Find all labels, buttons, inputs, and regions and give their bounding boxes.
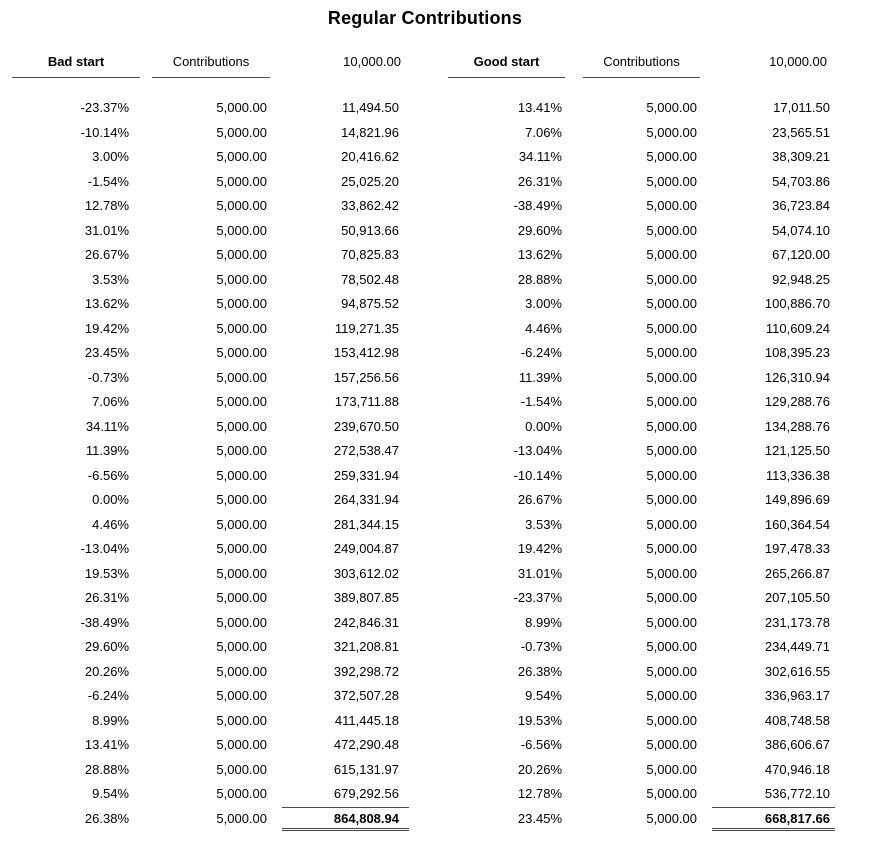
return-cell: 26.38% (84, 810, 129, 826)
return-cell: 29.60% (84, 639, 129, 654)
table-row (448, 268, 835, 293)
return-cell: 13.62% (84, 296, 129, 311)
balance-cell: 249,004.87 (333, 541, 399, 556)
balance-cell: 173,711.88 (334, 394, 399, 409)
balance-cell: 259,331.94 (333, 467, 399, 483)
return-cell: 8.99% (92, 712, 129, 728)
balance-cell: 70,825.83 (341, 247, 399, 262)
balance-cell: 54,074.10 (772, 222, 830, 238)
return-cell: -23.37% (513, 590, 562, 605)
table-row (12, 415, 409, 440)
balance-cell: 389,807.85 (333, 590, 399, 605)
table-row (12, 586, 409, 611)
table-row (12, 292, 409, 317)
return-cell: 11.39% (518, 369, 562, 385)
table-row (12, 317, 409, 342)
return-cell: 20.26% (84, 663, 129, 679)
balance-cell: 153,412.98 (333, 345, 399, 360)
table-row (12, 537, 409, 562)
balance-cell: 23,565.51 (772, 124, 830, 140)
balance-cell: 121,125.50 (764, 443, 830, 458)
contribution-cell: 5,000.00 (646, 418, 697, 434)
return-cell: 12.78% (517, 786, 562, 801)
return-cell: 8.99% (525, 614, 562, 630)
table-row (12, 243, 409, 268)
contribution-cell: 5,000.00 (646, 198, 697, 213)
contribution-cell: 5,000.00 (216, 345, 267, 360)
contribution-cell: 5,000.00 (216, 222, 267, 238)
contribution-cell: 5,000.00 (646, 345, 697, 360)
contribution-cell: 5,000.00 (216, 639, 267, 654)
balance-cell: 207,105.50 (764, 590, 830, 605)
contributions-header: Contributions (152, 54, 270, 78)
return-cell: 11.39% (85, 443, 129, 458)
return-cell: 13.62% (517, 247, 562, 262)
return-cell: 31.01% (517, 565, 562, 581)
return-cell: 4.46% (525, 320, 562, 336)
return-cell: -0.73% (87, 369, 129, 385)
balance-cell: 92,948.25 (772, 271, 830, 287)
return-cell: 3.53% (525, 516, 562, 532)
table-row (448, 684, 835, 709)
return-cell: 3.00% (92, 149, 129, 164)
contribution-cell: 5,000.00 (646, 810, 697, 826)
contribution-cell: 5,000.00 (216, 516, 267, 532)
balance-cell: 20,416.62 (341, 149, 399, 164)
table-row (448, 733, 835, 758)
contribution-cell: 5,000.00 (646, 688, 697, 703)
contribution-cell: 5,000.00 (216, 173, 267, 189)
contribution-cell: 5,000.00 (646, 712, 697, 728)
bad-start-rows (12, 96, 409, 831)
table-row (12, 145, 409, 170)
contribution-cell: 5,000.00 (216, 100, 267, 115)
return-cell: -13.04% (513, 443, 562, 458)
table-row (448, 194, 835, 219)
bad-start-table (12, 54, 409, 831)
table-row (448, 439, 835, 464)
return-cell: 19.42% (517, 541, 562, 556)
contribution-cell: 5,000.00 (646, 467, 697, 483)
table-row (448, 586, 835, 611)
return-cell: 4.46% (92, 516, 129, 532)
return-cell: 20.26% (517, 761, 562, 777)
balance-cell: 149,896.69 (764, 492, 830, 507)
contribution-cell: 5,000.00 (216, 614, 267, 630)
balance-cell: 11,494.50 (342, 100, 399, 115)
return-cell: -10.14% (513, 467, 562, 483)
return-cell: -13.04% (80, 541, 129, 556)
return-cell: 0.00% (525, 418, 562, 434)
return-cell: 3.00% (525, 296, 562, 311)
balance-cell: 265,266.87 (764, 565, 830, 581)
balance-cell: 36,723.84 (772, 198, 830, 213)
table-row (448, 341, 835, 366)
contributions-header: Contributions (583, 54, 700, 78)
balance-cell: 281,344.15 (333, 516, 399, 532)
contribution-cell: 5,000.00 (216, 565, 267, 581)
return-cell: 28.88% (84, 761, 129, 777)
contribution-cell: 5,000.00 (646, 492, 697, 507)
return-cell: 9.54% (525, 688, 562, 703)
return-cell: 7.06% (525, 124, 562, 140)
good-start-table (448, 54, 835, 831)
balance-cell: 94,875.52 (341, 296, 399, 311)
table-row (12, 611, 409, 636)
contribution-cell: 5,000.00 (216, 198, 267, 213)
table-row (448, 611, 835, 636)
contribution-cell: 5,000.00 (646, 761, 697, 777)
table-row (12, 660, 409, 685)
contribution-cell: 5,000.00 (646, 320, 697, 336)
balance-cell: 100,886.70 (764, 296, 830, 311)
contribution-cell: 5,000.00 (646, 394, 697, 409)
return-cell: 19.42% (84, 320, 129, 336)
balance-cell: 126,310.94 (764, 369, 830, 385)
contribution-cell: 5,000.00 (216, 786, 267, 801)
balance-cell: 386,606.67 (764, 737, 830, 752)
balance-cell: 470,946.18 (764, 761, 830, 777)
balance-cell: 38,309.21 (772, 149, 830, 164)
return-cell: 26.67% (517, 492, 562, 507)
table-row (12, 562, 409, 587)
table-row (448, 758, 835, 783)
return-cell: -0.73% (520, 639, 562, 654)
balance-cell: 17,011.50 (773, 100, 830, 115)
balance-cell: 408,748.58 (764, 712, 830, 728)
balance-cell: 160,364.54 (764, 516, 830, 532)
return-cell: 34.11% (85, 418, 129, 434)
return-cell: -6.24% (87, 688, 129, 703)
balance-cell: 864,808.94 (282, 807, 409, 832)
table-row (448, 145, 835, 170)
contribution-cell: 5,000.00 (646, 590, 697, 605)
contribution-cell: 5,000.00 (646, 222, 697, 238)
return-cell: -1.54% (520, 394, 562, 409)
return-cell: -1.54% (87, 173, 129, 189)
spreadsheet (0, 54, 873, 831)
bad-start-header: Bad start (12, 54, 140, 78)
contribution-cell: 5,000.00 (646, 369, 697, 385)
good-start-header-row (448, 54, 835, 78)
return-cell: -38.49% (80, 614, 129, 630)
table-row (448, 562, 835, 587)
table-row (12, 366, 409, 391)
balance-cell: 668,817.66 (712, 807, 835, 832)
table-row (12, 733, 409, 758)
return-cell: -6.24% (520, 345, 562, 360)
balance-cell: 472,290.48 (333, 737, 399, 752)
return-cell: 26.31% (84, 590, 129, 605)
table-row (448, 170, 835, 195)
contribution-cell: 5,000.00 (216, 541, 267, 556)
balance-cell: 679,292.56 (333, 786, 399, 801)
table-row (12, 513, 409, 538)
table-row (12, 464, 409, 489)
table-row (12, 758, 409, 783)
contribution-cell: 5,000.00 (216, 443, 267, 458)
table-row (12, 219, 409, 244)
return-cell: 31.01% (84, 222, 129, 238)
contribution-cell: 5,000.00 (216, 271, 267, 287)
balance-cell: 14,821.96 (341, 124, 399, 140)
return-cell: 12.78% (84, 198, 129, 213)
balance-cell: 119,271.35 (334, 320, 399, 336)
balance-cell: 615,131.97 (333, 761, 399, 777)
table-row (448, 292, 835, 317)
table-row (12, 684, 409, 709)
contribution-cell: 5,000.00 (646, 737, 697, 752)
table-row (448, 513, 835, 538)
return-cell: 34.11% (518, 149, 562, 164)
balance-cell: 302,616.55 (764, 663, 830, 679)
table-row (448, 807, 835, 832)
contribution-cell: 5,000.00 (646, 614, 697, 630)
contribution-cell: 5,000.00 (216, 467, 267, 483)
table-row (12, 96, 409, 121)
table-row (12, 807, 409, 832)
return-cell: 13.41% (84, 737, 129, 752)
balance-cell: 110,609.24 (765, 320, 830, 336)
table-row (12, 341, 409, 366)
contribution-cell: 5,000.00 (646, 173, 697, 189)
contribution-cell: 5,000.00 (216, 320, 267, 336)
good-start-rows (448, 96, 835, 831)
return-cell: 23.45% (84, 345, 129, 360)
balance-cell: 33,862.42 (341, 198, 399, 213)
balance-cell: 303,612.02 (333, 565, 399, 581)
balance-cell: 264,331.94 (333, 492, 399, 507)
return-cell: -10.14% (80, 124, 129, 140)
table-row (448, 635, 835, 660)
contribution-cell: 5,000.00 (646, 443, 697, 458)
contribution-cell: 5,000.00 (216, 688, 267, 703)
balance-cell: 411,445.18 (334, 712, 399, 728)
contribution-cell: 5,000.00 (646, 100, 697, 115)
balance-cell: 242,846.31 (333, 614, 399, 630)
balance-cell: 197,478.33 (764, 541, 830, 556)
balance-cell: 336,963.17 (764, 688, 830, 703)
balance-cell: 392,298.72 (333, 663, 399, 679)
contribution-cell: 5,000.00 (216, 761, 267, 777)
balance-cell: 536,772.10 (764, 786, 830, 801)
contribution-cell: 5,000.00 (216, 590, 267, 605)
return-cell: 19.53% (517, 712, 562, 728)
return-cell: -38.49% (513, 198, 562, 213)
contribution-cell: 5,000.00 (646, 663, 697, 679)
return-cell: 23.45% (517, 810, 562, 826)
good-start-header: Good start (448, 54, 565, 78)
table-row (448, 782, 835, 807)
table-row (448, 709, 835, 734)
contribution-cell: 5,000.00 (646, 565, 697, 581)
table-row (12, 709, 409, 734)
contribution-cell: 5,000.00 (646, 149, 697, 164)
table-row (448, 464, 835, 489)
table-row (448, 243, 835, 268)
balance-cell: 234,449.71 (764, 639, 830, 654)
return-cell: 13.41% (517, 100, 562, 115)
table-row (448, 121, 835, 146)
table-row (12, 170, 409, 195)
contribution-cell: 5,000.00 (216, 663, 267, 679)
contribution-cell: 5,000.00 (216, 418, 267, 434)
contribution-cell: 5,000.00 (216, 369, 267, 385)
table-row (12, 782, 409, 807)
contribution-cell: 5,000.00 (216, 124, 267, 140)
contribution-cell: 5,000.00 (216, 394, 267, 409)
return-cell: 26.31% (517, 173, 562, 189)
return-cell: 26.38% (517, 663, 562, 679)
contribution-cell: 5,000.00 (646, 786, 697, 801)
return-cell: 19.53% (84, 565, 129, 581)
contribution-cell: 5,000.00 (216, 492, 267, 507)
table-row (448, 660, 835, 685)
table-row (448, 317, 835, 342)
contribution-cell: 5,000.00 (646, 124, 697, 140)
contribution-cell: 5,000.00 (646, 639, 697, 654)
table-row (448, 537, 835, 562)
return-cell: -6.56% (520, 737, 562, 752)
balance-cell: 372,507.28 (333, 688, 399, 703)
balance-cell: 272,538.47 (333, 443, 399, 458)
return-cell: 26.67% (84, 247, 129, 262)
table-row (12, 121, 409, 146)
balance-cell: 157,256.56 (333, 369, 399, 385)
balance-cell: 78,502.48 (341, 271, 399, 287)
table-row (12, 390, 409, 415)
balance-cell: 108,395.23 (764, 345, 830, 360)
table-row (448, 96, 835, 121)
table-row (448, 366, 835, 391)
balance-cell: 25,025.20 (341, 173, 399, 189)
return-cell: -23.37% (80, 100, 129, 115)
contribution-cell: 5,000.00 (216, 810, 267, 826)
return-cell: 29.60% (517, 222, 562, 238)
table-row (448, 219, 835, 244)
contribution-cell: 5,000.00 (646, 247, 697, 262)
return-cell: 3.53% (92, 271, 129, 287)
return-cell: 0.00% (92, 492, 129, 507)
table-row (448, 415, 835, 440)
contribution-cell: 5,000.00 (216, 247, 267, 262)
balance-cell: 129,288.76 (764, 394, 830, 409)
balance-cell: 113,336.38 (765, 467, 830, 483)
balance-cell: 134,288.76 (764, 418, 830, 434)
return-cell: -6.56% (87, 467, 129, 483)
contribution-cell: 5,000.00 (216, 737, 267, 752)
contribution-cell: 5,000.00 (646, 516, 697, 532)
balance-cell: 231,173.78 (764, 614, 830, 630)
table-row (448, 488, 835, 513)
return-cell: 9.54% (92, 786, 129, 801)
contribution-cell: 5,000.00 (216, 296, 267, 311)
bad-start-header-row (12, 54, 409, 78)
table-row (12, 268, 409, 293)
table-row (12, 194, 409, 219)
return-cell: 7.06% (92, 394, 129, 409)
balance-cell: 239,670.50 (333, 418, 399, 434)
balance-cell: 67,120.00 (772, 247, 830, 262)
starting-value-header: 10,000.00 (769, 54, 827, 69)
table-row (448, 390, 835, 415)
contribution-cell: 5,000.00 (216, 712, 267, 728)
balance-cell: 321,208.81 (333, 639, 399, 654)
table-row (12, 635, 409, 660)
contribution-cell: 5,000.00 (646, 296, 697, 311)
table-row (12, 488, 409, 513)
return-cell: 28.88% (517, 271, 562, 287)
balance-cell: 50,913.66 (341, 222, 399, 238)
starting-value-header: 10,000.00 (343, 54, 401, 69)
contribution-cell: 5,000.00 (646, 271, 697, 287)
contribution-cell: 5,000.00 (646, 541, 697, 556)
page-title: Regular Contributions (327, 8, 523, 28)
balance-cell: 54,703.86 (772, 173, 830, 189)
contribution-cell: 5,000.00 (216, 149, 267, 164)
table-row (12, 439, 409, 464)
